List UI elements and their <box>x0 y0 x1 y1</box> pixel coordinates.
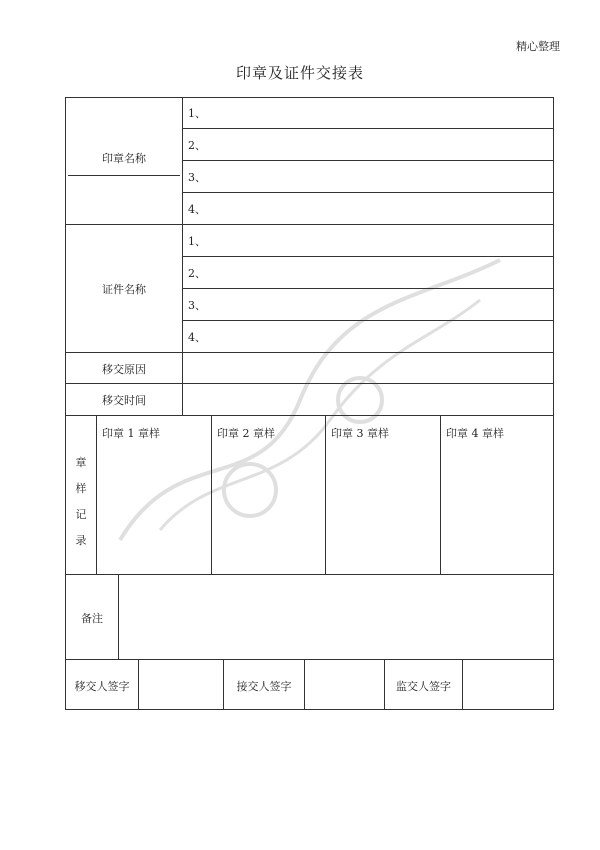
receiver-signature-field[interactable] <box>305 660 384 709</box>
sample-record-char: 记 <box>75 508 87 521</box>
transferor-signature-field[interactable] <box>139 660 223 709</box>
corner-note: 精心整理 <box>516 40 560 53</box>
cert-row-3-index: 3、 <box>188 299 206 312</box>
remarks-field[interactable] <box>119 575 553 659</box>
sample-record-char: 章 <box>75 456 87 469</box>
seal-name-label: 印章名称 <box>102 152 146 165</box>
transferor-signature-label: 移交人签字 <box>74 680 130 693</box>
page-title: 印章及证件交接表 <box>235 64 364 82</box>
seal-row-3-index: 3、 <box>188 171 206 184</box>
seal-4-sample-header: 印章 4 章样 <box>446 427 504 440</box>
transfer-reason-label: 移交原因 <box>102 363 146 376</box>
seal-row-4-index: 4、 <box>188 203 206 216</box>
supervisor-signature-field[interactable] <box>463 660 553 709</box>
seal-row-2-index: 2、 <box>188 139 206 152</box>
transfer-time-field[interactable] <box>183 384 553 415</box>
seal-3-sample-header: 印章 3 章样 <box>331 427 389 440</box>
cert-name-label: 证件名称 <box>102 283 146 296</box>
seal-1-sample-header: 印章 1 章样 <box>102 427 160 440</box>
seal-row-1-index: 1、 <box>188 107 206 120</box>
sample-record-char: 样 <box>75 482 87 495</box>
cert-row-1-index: 1、 <box>188 235 206 248</box>
seal-2-sample-header: 印章 2 章样 <box>217 427 275 440</box>
transfer-time-label: 移交时间 <box>102 394 146 407</box>
cert-row-2-index: 2、 <box>188 267 206 280</box>
sample-record-char: 录 <box>75 534 87 547</box>
receiver-signature-label: 接交人签字 <box>236 680 292 693</box>
sample-record-label <box>66 450 96 554</box>
cert-row-4-index: 4、 <box>188 331 206 344</box>
transfer-reason-field[interactable] <box>183 353 553 383</box>
remarks-label: 备注 <box>81 612 103 625</box>
supervisor-signature-label: 监交人签字 <box>396 680 451 693</box>
